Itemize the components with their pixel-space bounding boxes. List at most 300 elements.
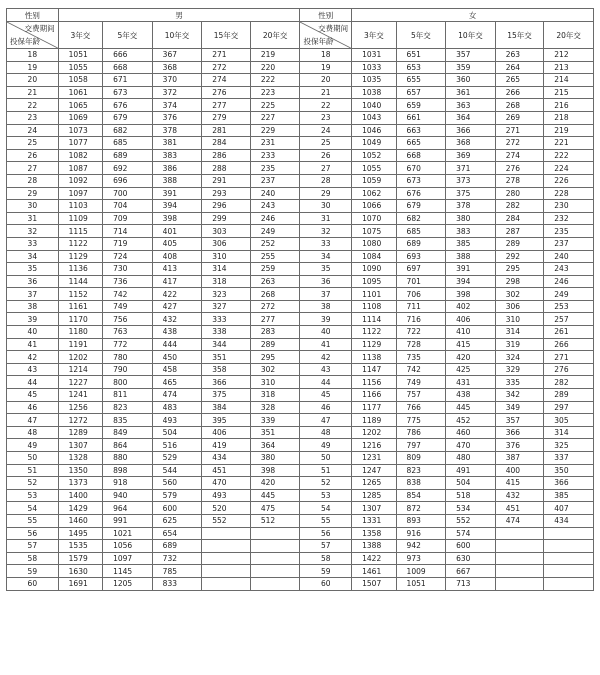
male-premium-cell: 231 bbox=[250, 137, 300, 150]
corner-payment-period: 交费期间 bbox=[24, 24, 55, 33]
age-cell-male: 38 bbox=[7, 300, 59, 313]
female-premium-cell: 757 bbox=[396, 389, 446, 402]
male-premium-cell: 318 bbox=[250, 389, 300, 402]
female-premium-cell: 445 bbox=[446, 401, 496, 414]
male-premium-cell: 380 bbox=[250, 452, 300, 465]
male-premium-cell: 394 bbox=[152, 200, 202, 213]
age-cell-female: 43 bbox=[300, 363, 352, 376]
female-premium-cell: 1090 bbox=[352, 263, 396, 276]
age-cell-male: 54 bbox=[7, 502, 59, 515]
female-premium-cell: 278 bbox=[495, 174, 544, 187]
female-premium-cell: 1122 bbox=[352, 326, 396, 339]
male-premium-cell: 302 bbox=[250, 363, 300, 376]
male-premium-cell: 286 bbox=[202, 149, 251, 162]
male-premium-cell: 398 bbox=[152, 212, 202, 225]
female-premium-cell: 249 bbox=[544, 288, 594, 301]
female-premium-cell: 264 bbox=[495, 61, 544, 74]
male-premium-cell: 1289 bbox=[58, 426, 102, 439]
female-premium-cell: 872 bbox=[396, 502, 446, 515]
male-premium-cell: 413 bbox=[152, 263, 202, 276]
female-premium-cell: 552 bbox=[446, 514, 496, 527]
female-premium-cell: 276 bbox=[544, 363, 594, 376]
male-premium-cell: 1122 bbox=[58, 237, 102, 250]
age-cell-female: 53 bbox=[300, 489, 352, 502]
male-premium-cell: 372 bbox=[152, 86, 202, 99]
female-premium-cell: 363 bbox=[446, 99, 496, 112]
table-row bbox=[7, 514, 594, 527]
age-cell-female: 27 bbox=[300, 162, 352, 175]
male-premium-cell: 323 bbox=[202, 288, 251, 301]
female-premium-cell: 1247 bbox=[352, 464, 396, 477]
age-cell-female: 37 bbox=[300, 288, 352, 301]
female-premium-cell: 630 bbox=[446, 552, 496, 565]
corner-payment-period: 交费期间 bbox=[318, 24, 349, 33]
age-cell-female: 18 bbox=[300, 49, 352, 62]
age-cell-female: 23 bbox=[300, 111, 352, 124]
female-premium-cell: 742 bbox=[396, 363, 446, 376]
female-premium-cell: 415 bbox=[446, 338, 496, 351]
female-premium-cell: 775 bbox=[396, 414, 446, 427]
male-premium-cell: 1077 bbox=[58, 137, 102, 150]
age-cell-male: 42 bbox=[7, 351, 59, 364]
male-premium-cell: 1097 bbox=[103, 552, 153, 565]
female-premium-cell: 218 bbox=[544, 111, 594, 124]
age-cell-female: 56 bbox=[300, 527, 352, 540]
age-cell-male: 33 bbox=[7, 237, 59, 250]
male-premium-cell: 666 bbox=[103, 49, 153, 62]
male-premium-cell: 296 bbox=[202, 200, 251, 213]
male-premium-cell: 344 bbox=[202, 338, 251, 351]
male-premium-cell: 1227 bbox=[58, 376, 102, 389]
age-cell-female: 24 bbox=[300, 124, 352, 137]
female-premium-cell: 735 bbox=[396, 351, 446, 364]
age-cell-female: 33 bbox=[300, 237, 352, 250]
table-row bbox=[7, 426, 594, 439]
table-row bbox=[7, 49, 594, 62]
male-header: 男 bbox=[58, 9, 300, 22]
male-premium-cell: 1495 bbox=[58, 527, 102, 540]
age-cell-male: 59 bbox=[7, 565, 59, 578]
male-premium-cell: 724 bbox=[103, 250, 153, 263]
table-row bbox=[7, 552, 594, 565]
female-premium-cell: 228 bbox=[544, 187, 594, 200]
table-row bbox=[7, 540, 594, 553]
male-premium-cell: 1400 bbox=[58, 489, 102, 502]
female-premium-cell: 661 bbox=[396, 111, 446, 124]
table-row bbox=[7, 477, 594, 490]
male-premium-cell: 1115 bbox=[58, 225, 102, 238]
table-row bbox=[7, 174, 594, 187]
male-premium-cell: 370 bbox=[152, 74, 202, 87]
female-premium-cell: 655 bbox=[396, 74, 446, 87]
male-premium-cell: 833 bbox=[152, 577, 202, 590]
male-premium-cell: 742 bbox=[103, 288, 153, 301]
age-cell-male: 55 bbox=[7, 514, 59, 527]
male-premium-cell: 544 bbox=[152, 464, 202, 477]
age-cell-male: 39 bbox=[7, 313, 59, 326]
table-row bbox=[7, 389, 594, 402]
age-cell-female: 51 bbox=[300, 464, 352, 477]
female-premium-cell: 276 bbox=[495, 162, 544, 175]
male-premium-cell: 255 bbox=[250, 250, 300, 263]
male-premium-cell: 328 bbox=[250, 401, 300, 414]
male-premium-cell: 318 bbox=[202, 275, 251, 288]
female-premium-cell: 474 bbox=[495, 514, 544, 527]
male-premium-cell: 420 bbox=[250, 477, 300, 490]
female-premium-cell: 667 bbox=[446, 565, 496, 578]
female-premium-cell: 289 bbox=[495, 237, 544, 250]
table-row bbox=[7, 326, 594, 339]
female-premium-cell: 371 bbox=[446, 162, 496, 175]
age-cell-male: 34 bbox=[7, 250, 59, 263]
female-premium-cell: 230 bbox=[544, 200, 594, 213]
female-premium-cell: 1033 bbox=[352, 61, 396, 74]
female-premium-cell: 1331 bbox=[352, 514, 396, 527]
female-premium-cell: 679 bbox=[396, 200, 446, 213]
age-cell-male: 53 bbox=[7, 489, 59, 502]
male-premium-cell: 736 bbox=[103, 275, 153, 288]
female-premium-cell: 1231 bbox=[352, 452, 396, 465]
male-premium-cell: 314 bbox=[202, 263, 251, 276]
male-premium-cell: 512 bbox=[250, 514, 300, 527]
age-cell-female: 39 bbox=[300, 313, 352, 326]
male-premium-cell bbox=[250, 540, 300, 553]
female-premium-cell: 357 bbox=[446, 49, 496, 62]
female-premium-cell: 1202 bbox=[352, 426, 396, 439]
male-premium-cell: 600 bbox=[152, 502, 202, 515]
female-premium-cell: 224 bbox=[544, 162, 594, 175]
male-premium-cell: 730 bbox=[103, 263, 153, 276]
age-cell-male: 52 bbox=[7, 477, 59, 490]
male-premium-cell: 1061 bbox=[58, 86, 102, 99]
male-premium-cell: 898 bbox=[103, 464, 153, 477]
female-premium-cell: 306 bbox=[495, 300, 544, 313]
male-premium-cell: 696 bbox=[103, 174, 153, 187]
term-header: 15年交 bbox=[202, 22, 251, 49]
male-premium-cell: 277 bbox=[250, 313, 300, 326]
male-premium-cell: 1069 bbox=[58, 111, 102, 124]
male-premium-cell: 338 bbox=[202, 326, 251, 339]
male-premium-cell: 401 bbox=[152, 225, 202, 238]
corner-insured-age: 投保年龄 bbox=[10, 37, 40, 46]
female-premium-cell: 415 bbox=[495, 477, 544, 490]
male-premium-cell: 1021 bbox=[103, 527, 153, 540]
male-premium-cell: 386 bbox=[152, 162, 202, 175]
male-premium-cell: 295 bbox=[250, 351, 300, 364]
female-premium-cell: 1285 bbox=[352, 489, 396, 502]
male-premium-cell: 483 bbox=[152, 401, 202, 414]
male-premium-cell: 529 bbox=[152, 452, 202, 465]
female-premium-cell: 1108 bbox=[352, 300, 396, 313]
term-header: 3年交 bbox=[58, 22, 102, 49]
table-row bbox=[7, 452, 594, 465]
male-premium-cell: 756 bbox=[103, 313, 153, 326]
female-premium-cell: 266 bbox=[544, 338, 594, 351]
male-premium-cell: 552 bbox=[202, 514, 251, 527]
table-row bbox=[7, 250, 594, 263]
male-premium-cell: 673 bbox=[103, 86, 153, 99]
table-row bbox=[7, 439, 594, 452]
age-cell-female: 29 bbox=[300, 187, 352, 200]
male-premium-cell: 823 bbox=[103, 401, 153, 414]
female-premium-cell: 574 bbox=[446, 527, 496, 540]
male-premium-cell: 274 bbox=[202, 74, 251, 87]
age-cell-male: 47 bbox=[7, 414, 59, 427]
female-premium-cell: 1075 bbox=[352, 225, 396, 238]
female-premium-cell: 1129 bbox=[352, 338, 396, 351]
male-premium-cell: 291 bbox=[202, 174, 251, 187]
male-premium-cell: 1082 bbox=[58, 149, 102, 162]
table-row bbox=[7, 111, 594, 124]
female-premium-cell: 1189 bbox=[352, 414, 396, 427]
female-premium-cell: 402 bbox=[446, 300, 496, 313]
male-premium-cell: 1161 bbox=[58, 300, 102, 313]
age-cell-male: 28 bbox=[7, 174, 59, 187]
female-premium-cell: 226 bbox=[544, 174, 594, 187]
female-premium-cell: 491 bbox=[446, 464, 496, 477]
male-premium-cell: 704 bbox=[103, 200, 153, 213]
corner-cell-male bbox=[7, 22, 59, 49]
age-cell-female: 40 bbox=[300, 326, 352, 339]
female-premium-cell: 676 bbox=[396, 187, 446, 200]
age-cell-male: 32 bbox=[7, 225, 59, 238]
female-premium-cell: 916 bbox=[396, 527, 446, 540]
age-cell-female: 21 bbox=[300, 86, 352, 99]
male-premium-cell: 375 bbox=[202, 389, 251, 402]
age-cell-female: 42 bbox=[300, 351, 352, 364]
male-premium-cell: 719 bbox=[103, 237, 153, 250]
male-premium-cell: 288 bbox=[202, 162, 251, 175]
male-premium-cell: 252 bbox=[250, 237, 300, 250]
age-cell-male: 30 bbox=[7, 200, 59, 213]
female-premium-cell: 394 bbox=[446, 275, 496, 288]
female-premium-cell: 406 bbox=[446, 313, 496, 326]
male-premium-cell: 560 bbox=[152, 477, 202, 490]
male-premium-cell: 504 bbox=[152, 426, 202, 439]
female-premium-cell: 388 bbox=[446, 250, 496, 263]
male-premium-cell: 450 bbox=[152, 351, 202, 364]
male-premium-cell: 493 bbox=[202, 489, 251, 502]
table-row bbox=[7, 263, 594, 276]
female-premium-cell: 287 bbox=[495, 225, 544, 238]
female-premium-cell: 1095 bbox=[352, 275, 396, 288]
age-cell-male: 44 bbox=[7, 376, 59, 389]
female-premium-cell: 216 bbox=[544, 99, 594, 112]
table-row bbox=[7, 162, 594, 175]
male-premium-cell: 358 bbox=[202, 363, 251, 376]
female-premium-cell: 1049 bbox=[352, 137, 396, 150]
age-cell-male: 29 bbox=[7, 187, 59, 200]
table-row bbox=[7, 464, 594, 477]
male-premium-cell bbox=[250, 552, 300, 565]
male-premium-cell: 229 bbox=[250, 124, 300, 137]
male-premium-cell: 1328 bbox=[58, 452, 102, 465]
male-premium-cell: 268 bbox=[250, 288, 300, 301]
female-premium-cell: 432 bbox=[495, 489, 544, 502]
female-premium-cell: 766 bbox=[396, 401, 446, 414]
age-cell-female: 22 bbox=[300, 99, 352, 112]
female-premium-cell bbox=[495, 577, 544, 590]
age-cell-male: 24 bbox=[7, 124, 59, 137]
male-premium-cell: 283 bbox=[250, 326, 300, 339]
female-premium-cell: 1040 bbox=[352, 99, 396, 112]
table-row bbox=[7, 489, 594, 502]
male-premium-cell: 293 bbox=[202, 187, 251, 200]
female-premium-cell: 297 bbox=[544, 401, 594, 414]
female-premium-cell: 838 bbox=[396, 477, 446, 490]
term-header: 15年交 bbox=[495, 22, 544, 49]
female-premium-cell: 221 bbox=[544, 137, 594, 150]
table-row bbox=[7, 376, 594, 389]
term-header: 20年交 bbox=[544, 22, 594, 49]
male-premium-cell: 388 bbox=[152, 174, 202, 187]
female-premium-cell bbox=[495, 527, 544, 540]
male-premium-cell: 1630 bbox=[58, 565, 102, 578]
female-premium-cell: 292 bbox=[495, 250, 544, 263]
female-premium-cell: 1031 bbox=[352, 49, 396, 62]
age-cell-male: 57 bbox=[7, 540, 59, 553]
female-premium-cell: 716 bbox=[396, 313, 446, 326]
header-row-gender bbox=[7, 9, 594, 22]
female-premium-cell: 706 bbox=[396, 288, 446, 301]
age-cell-male: 20 bbox=[7, 74, 59, 87]
male-premium-cell: 780 bbox=[103, 351, 153, 364]
male-premium-cell: 222 bbox=[250, 74, 300, 87]
female-premium-cell: 368 bbox=[446, 137, 496, 150]
female-premium-cell: 289 bbox=[544, 389, 594, 402]
male-premium-cell: 419 bbox=[202, 439, 251, 452]
female-premium-cell bbox=[544, 552, 594, 565]
female-premium-cell: 342 bbox=[495, 389, 544, 402]
female-premium-cell: 366 bbox=[495, 426, 544, 439]
male-premium-cell: 849 bbox=[103, 426, 153, 439]
male-premium-cell: 376 bbox=[152, 111, 202, 124]
male-premium-cell: 474 bbox=[152, 389, 202, 402]
male-premium-cell: 880 bbox=[103, 452, 153, 465]
table-row bbox=[7, 527, 594, 540]
male-premium-cell: 367 bbox=[152, 49, 202, 62]
female-header: 女 bbox=[352, 9, 594, 22]
female-premium-cell: 329 bbox=[495, 363, 544, 376]
table-row bbox=[7, 565, 594, 578]
table-row bbox=[7, 338, 594, 351]
rate-table-body bbox=[7, 49, 594, 591]
female-premium-cell: 319 bbox=[495, 338, 544, 351]
male-premium-cell: 289 bbox=[250, 338, 300, 351]
male-premium-cell: 339 bbox=[250, 414, 300, 427]
male-premium-cell: 940 bbox=[103, 489, 153, 502]
age-cell-male: 49 bbox=[7, 439, 59, 452]
male-premium-cell: 243 bbox=[250, 200, 300, 213]
female-premium-cell: 1051 bbox=[396, 577, 446, 590]
term-header: 3年交 bbox=[352, 22, 396, 49]
male-premium-cell: 395 bbox=[202, 414, 251, 427]
age-cell-female: 49 bbox=[300, 439, 352, 452]
male-premium-cell: 1579 bbox=[58, 552, 102, 565]
male-premium-cell: 1073 bbox=[58, 124, 102, 137]
male-premium-cell: 259 bbox=[250, 263, 300, 276]
female-premium-cell: 749 bbox=[396, 376, 446, 389]
female-premium-cell: 1507 bbox=[352, 577, 396, 590]
male-premium-cell bbox=[202, 577, 251, 590]
male-premium-cell: 625 bbox=[152, 514, 202, 527]
table-row bbox=[7, 237, 594, 250]
female-premium-cell: 240 bbox=[544, 250, 594, 263]
female-premium-cell: 663 bbox=[396, 124, 446, 137]
female-premium-cell: 893 bbox=[396, 514, 446, 527]
age-cell-female: 30 bbox=[300, 200, 352, 213]
female-premium-cell: 1388 bbox=[352, 540, 396, 553]
age-cell-female: 38 bbox=[300, 300, 352, 313]
female-premium-cell: 682 bbox=[396, 212, 446, 225]
female-premium-cell: 215 bbox=[544, 86, 594, 99]
female-premium-cell: 375 bbox=[446, 187, 496, 200]
age-cell-female: 55 bbox=[300, 514, 352, 527]
female-premium-cell: 302 bbox=[495, 288, 544, 301]
table-row bbox=[7, 414, 594, 427]
male-premium-cell: 220 bbox=[250, 61, 300, 74]
female-premium-cell: 298 bbox=[495, 275, 544, 288]
female-premium-cell bbox=[544, 540, 594, 553]
table-row bbox=[7, 275, 594, 288]
male-premium-cell bbox=[250, 577, 300, 590]
male-premium-cell: 1087 bbox=[58, 162, 102, 175]
female-premium-cell: 314 bbox=[495, 326, 544, 339]
female-premium-cell: 668 bbox=[396, 149, 446, 162]
age-cell-female: 34 bbox=[300, 250, 352, 263]
male-premium-cell: 1092 bbox=[58, 174, 102, 187]
female-premium-cell: 335 bbox=[495, 376, 544, 389]
table-row bbox=[7, 99, 594, 112]
age-cell-male: 37 bbox=[7, 288, 59, 301]
male-premium-cell: 306 bbox=[202, 237, 251, 250]
female-premium-cell: 659 bbox=[396, 99, 446, 112]
age-cell-female: 54 bbox=[300, 502, 352, 515]
male-premium-cell: 284 bbox=[202, 137, 251, 150]
male-premium-cell: 671 bbox=[103, 74, 153, 87]
female-premium-cell: 673 bbox=[396, 174, 446, 187]
age-cell-female: 47 bbox=[300, 414, 352, 427]
male-premium-cell: 1272 bbox=[58, 414, 102, 427]
female-premium-cell: 282 bbox=[495, 200, 544, 213]
term-header: 10年交 bbox=[152, 22, 202, 49]
male-premium-cell: 1691 bbox=[58, 577, 102, 590]
male-premium-cell: 689 bbox=[103, 149, 153, 162]
female-premium-cell: 359 bbox=[446, 61, 496, 74]
female-premium-cell: 232 bbox=[544, 212, 594, 225]
male-premium-cell bbox=[202, 540, 251, 553]
female-premium-cell: 369 bbox=[446, 149, 496, 162]
male-premium-cell: 364 bbox=[250, 439, 300, 452]
table-row bbox=[7, 225, 594, 238]
female-premium-cell: 470 bbox=[446, 439, 496, 452]
female-premium-cell: 823 bbox=[396, 464, 446, 477]
female-premium-cell: 651 bbox=[396, 49, 446, 62]
female-premium-cell: 797 bbox=[396, 439, 446, 452]
premium-table-container bbox=[6, 8, 594, 591]
male-premium-cell: 227 bbox=[250, 111, 300, 124]
male-premium-cell: 368 bbox=[152, 61, 202, 74]
female-premium-cell: 434 bbox=[544, 514, 594, 527]
female-premium-cell: 357 bbox=[495, 414, 544, 427]
female-premium-cell: 1046 bbox=[352, 124, 396, 137]
female-premium-cell: 380 bbox=[446, 212, 496, 225]
female-premium-cell: 350 bbox=[544, 464, 594, 477]
male-premium-cell: 303 bbox=[202, 225, 251, 238]
male-premium-cell: 391 bbox=[152, 187, 202, 200]
female-premium-cell: 269 bbox=[495, 111, 544, 124]
female-premium-cell: 1035 bbox=[352, 74, 396, 87]
